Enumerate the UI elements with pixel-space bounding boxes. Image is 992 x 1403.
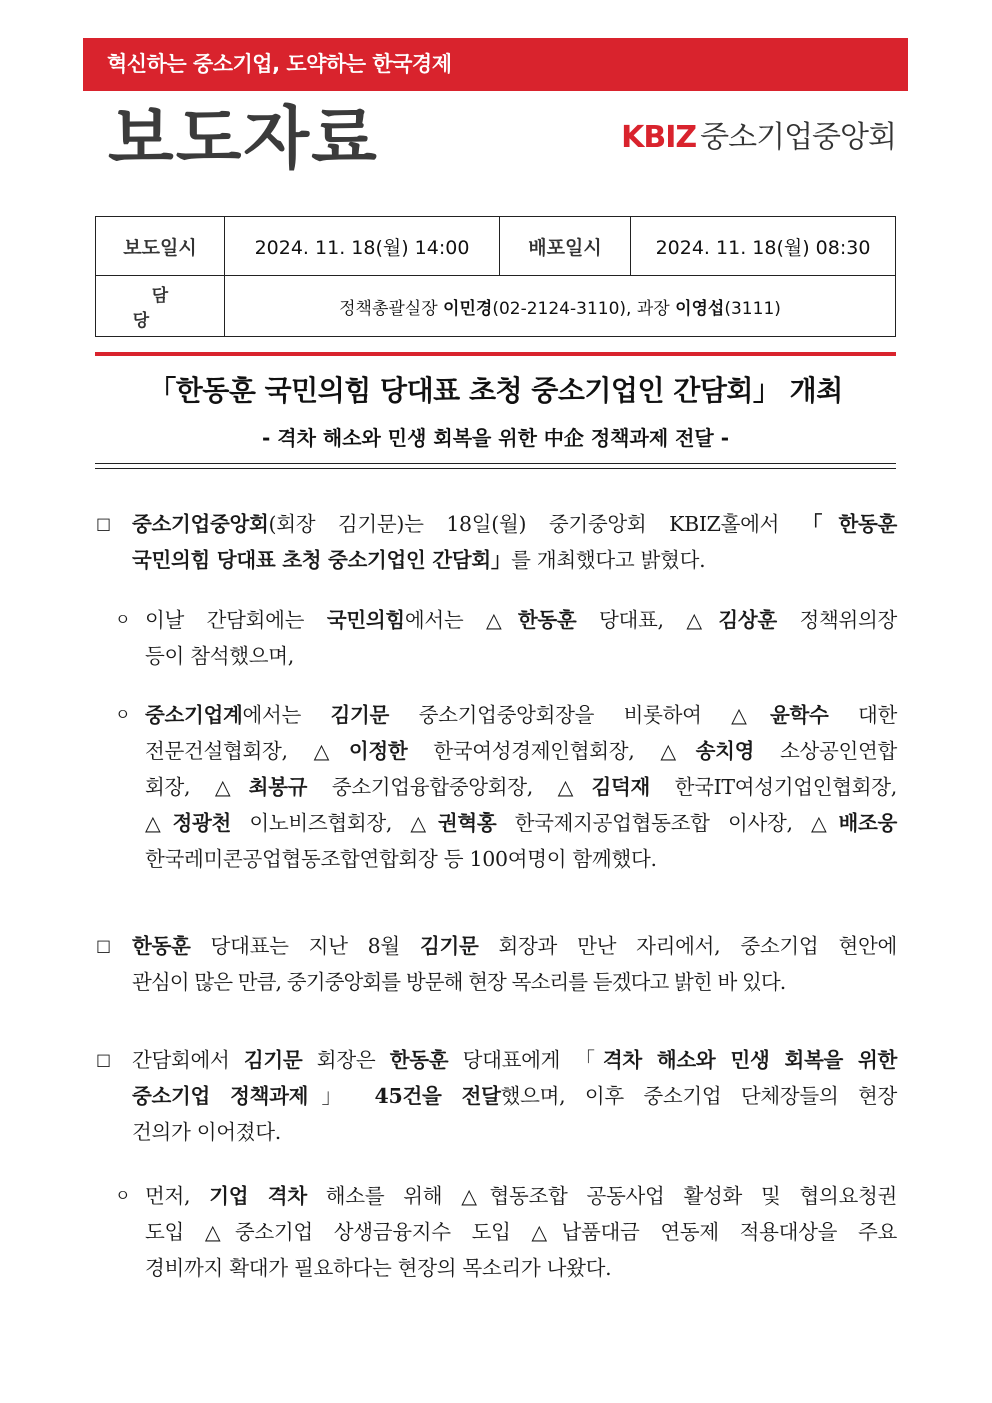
paragraph-5-line-1: 간담회에서 김기문 회장은 한동훈 당대표에게 「격차 해소와 민생 회복을 위한: [132, 1048, 897, 1072]
kbiz-logo: [621, 118, 896, 158]
distribution-date-value: 2024. 11. 18(월) 08:30: [631, 217, 896, 276]
logo-mark: KBIZ: [621, 120, 697, 155]
contact-name-1: 이민경: [443, 298, 493, 319]
slogan-banner: [83, 38, 908, 91]
headline: 「한동훈 국민의힘 당대표 초청 중소기업인 간담회」 개최: [148, 374, 843, 407]
circle-bullet-icon: ㅇ: [115, 705, 131, 724]
paragraph-2-line-2: 등이 참석했으며,: [145, 644, 294, 668]
logo-org-name: 중소기업중앙회: [700, 120, 896, 155]
document-title: 보도자료: [108, 100, 379, 179]
square-bullet-icon: □: [96, 514, 111, 533]
contact-label: 담당: [96, 276, 225, 337]
square-bullet-icon: □: [96, 936, 111, 955]
subheadline: - 격차 해소와 민생 회복을 위한 中企 정책과제 전달 -: [261, 426, 730, 450]
paragraph-4-line-2: 관심이 많은 만큼, 중기중앙회를 방문해 현장 목소리를 듣겠다고 밝힌 바 있다.: [132, 970, 786, 994]
square-bullet-icon: □: [96, 1050, 111, 1069]
paragraph-6-line-2: 도입 △중소기업 상생금융지수 도입 △납품대금 연동제 적용대상을 주요: [145, 1220, 897, 1244]
paragraph-5: [96, 1042, 897, 1150]
paragraph-2-line-1: 이날 간담회에는 국민의힘에서는 △한동훈 당대표, △김상훈 정책위의장: [145, 608, 897, 632]
double-rule-bottom: [95, 468, 896, 469]
paragraph-3: [115, 697, 898, 877]
circle-bullet-icon: ㅇ: [115, 1186, 131, 1205]
paragraph-5-line-2: 중소기업 정책과제」 45건을 전달했으며, 이후 중소기업 단체장들의 현장: [132, 1084, 897, 1108]
paragraph-6-line-1: 먼저, 기업 격차 해소를 위해 △협동조합 공동사업 활성화 및 협의요청권: [145, 1184, 897, 1208]
paragraph-1-line-2: 국민의힘 당대표 초청 중소기업인 간담회」를 개최했다고 밝혔다.: [132, 548, 706, 572]
contact-value: 정책총괄실장 이민경(02-2124-3110), 과장 이영섭(3111): [225, 276, 896, 337]
release-info-table: [95, 216, 896, 337]
red-divider: [95, 352, 896, 356]
release-date-label: 보도일시: [96, 217, 225, 276]
paragraph-3-line-3: 회장, △최봉규 중소기업융합중앙회장, △김덕재 한국IT여성기업인협회장,: [145, 775, 897, 799]
paragraph-6-line-3: 경비까지 확대가 필요하다는 현장의 목소리가 나왔다.: [145, 1256, 612, 1280]
paragraph-1-line-1: 중소기업중앙회(회장 김기문)는 18일(월) 중기중앙회 KBIZ홀에서 「한동훈: [132, 512, 897, 536]
paragraph-1: [96, 506, 897, 578]
paragraph-3-line-4: △정광천 이노비즈협회장, △권혁홍 한국제지공업협동조합 이사장, △배조웅: [145, 811, 897, 835]
paragraph-3-line-5: 한국레미콘공업협동조합연합회장 등 100여명이 함께했다.: [145, 847, 657, 871]
circle-bullet-icon: ㅇ: [115, 610, 131, 629]
paragraph-4-line-1: 한동훈 당대표는 지난 8월 김기문 회장과 만난 자리에서, 중소기업 현안에: [132, 934, 897, 958]
paragraph-6: [115, 1178, 897, 1286]
double-rule-top: [95, 463, 896, 464]
release-date-value: 2024. 11. 18(월) 14:00: [225, 217, 500, 276]
paragraph-3-line-1: 중소기업계에서는 김기문 중소기업중앙회장을 비롯하여 △윤학수 대한: [145, 703, 897, 727]
contact-name-2: 이영섭: [675, 298, 725, 319]
paragraph-3-line-2: 전문건설협회장, △이정한 한국여성경제인협회장, △송치영 소상공인연합: [145, 739, 898, 763]
paragraph-5-line-3: 건의가 이어졌다.: [132, 1120, 281, 1144]
distribution-date-label: 배포일시: [500, 217, 631, 276]
paragraph-4: [96, 928, 897, 1000]
slogan-text: 혁신하는 중소기업, 도약하는 한국경제: [107, 52, 452, 76]
paragraph-2: [115, 602, 897, 674]
